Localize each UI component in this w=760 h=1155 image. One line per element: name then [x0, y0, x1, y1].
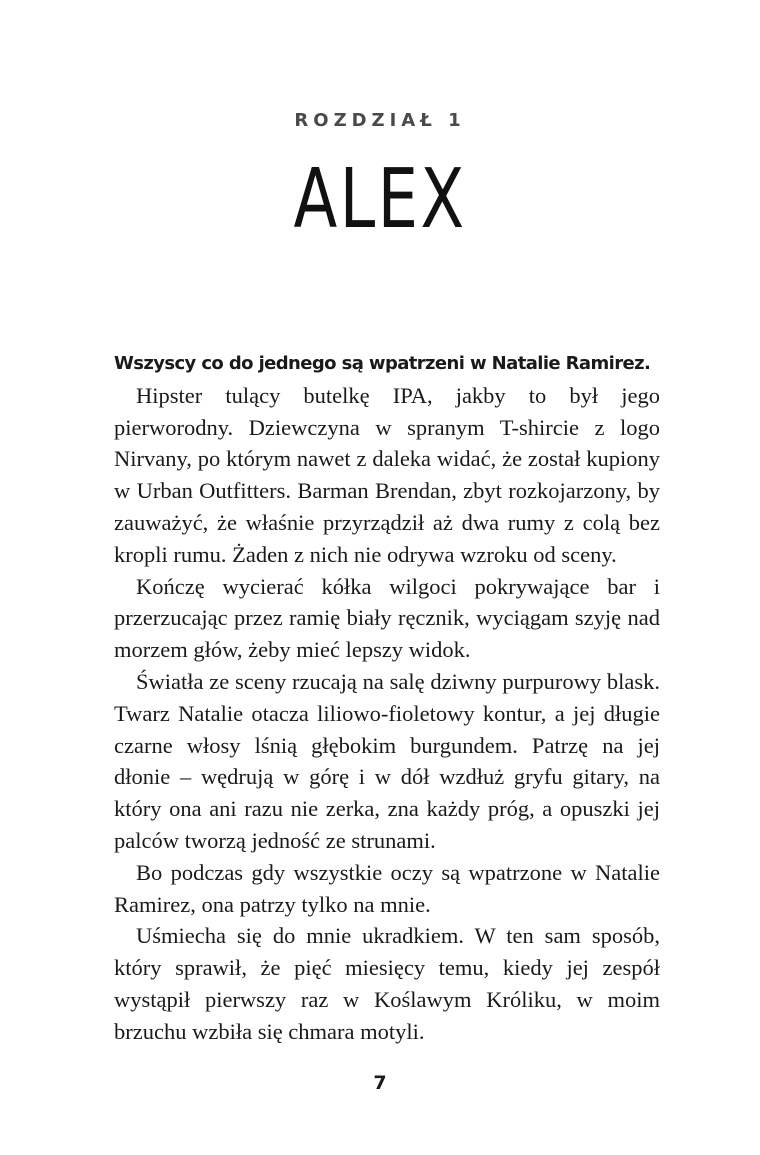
- page-number: 7: [373, 1072, 387, 1094]
- paragraph: Hipster tulący butelkę IPA, jakby to był jego pierworodny. Dziewczyna w spranym T-shircie z logo Nirvany, po którym nawet z daleka widać, że został kupiony w Urban Outfitters. Barman Brendan, zbyt rozkojarzony, by zauważyć, że właśnie przyrządził aż dwa rumy z colą bez kropli rumu. Żaden z nich nie odrywa wzroku od sceny.: [114, 382, 660, 567]
- chapter-title: ALEX: [293, 152, 467, 247]
- chapter-label: ROZDZIAŁ 1: [294, 110, 466, 131]
- paragraph: Światła ze sceny rzucają na salę dziwny purpurowy blask. Twarz Natalie otacza liliowo-fioletowy kontur, a jej długie czarne włosy lśnią głębokim burgundem. Patrzę na jej dłonie – wędrują w górę i w dół wzdłuż gryfu gitary, na który ona ani razu nie zerka, zna każdy próg, a opuszki jej palców tworzą jedność ze strunami.: [114, 668, 660, 853]
- paragraph: Bo podczas gdy wszystkie oczy są wpatrzone w Natalie Ramirez, ona patrzy tylko na mnie.: [114, 859, 660, 917]
- lead-sentence: Wszyscy co do jednego są wpatrzeni w Natalie Ramirez.: [114, 353, 651, 374]
- paragraph: Uśmiecha się do mnie ukradkiem. W ten sam sposób, który sprawił, że pięć miesięcy temu, kiedy jej zespół wystąpił pierwszy raz w Koślawym Króliku, w moim brzuchu wzbiła się chmara motyli.: [114, 923, 660, 1044]
- paragraph: Kończę wycierać kółka wilgoci pokrywające bar i przerzucając przez ramię biały ręcznik, wyciągam szyję nad morzem głów, żeby mieć lepszy widok.: [114, 573, 660, 663]
- chapter-text: [114, 348, 660, 1048]
